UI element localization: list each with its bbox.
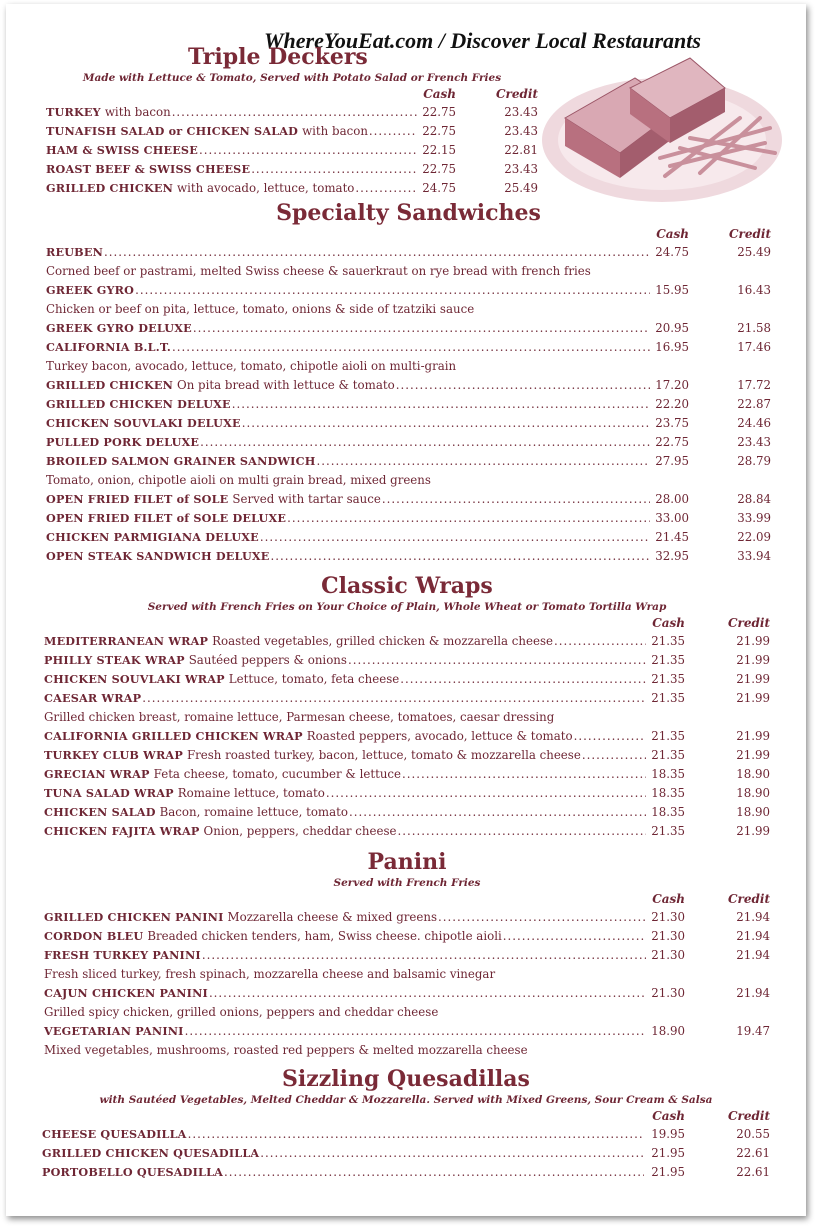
dot-leader <box>209 984 646 1003</box>
sandwich-fries-photo <box>540 48 785 208</box>
item-name: MEDITERRANEAN WRAP <box>44 634 209 648</box>
section-title: Specialty Sandwiches <box>276 200 541 226</box>
item-description: Breaded chicken tenders, ham, Swiss cheese. chipotle aioli <box>147 929 502 943</box>
menu-item[interactable] <box>44 984 770 1003</box>
section-subtitle: with Sautéed Vegetables, Melted Cheddar & Mozzarella. Served with Mixed Greens, Sour Cream & Salsa <box>99 1094 713 1106</box>
cash-price: 22.15 <box>422 143 456 157</box>
dot-leader <box>396 376 650 395</box>
credit-price: 21.94 <box>736 910 770 924</box>
credit-price: 20.55 <box>736 1127 770 1141</box>
item-name: GRILLED CHICKEN PANINI <box>44 910 224 924</box>
credit-price: 28.84 <box>737 492 771 506</box>
credit-price: 21.99 <box>736 729 770 743</box>
cash-price: 27.95 <box>655 454 689 468</box>
dot-leader <box>574 727 646 746</box>
credit-price: 23.43 <box>737 435 771 449</box>
item-note: Tomato, onion, chipotle aioli on multi grain bread, mixed greens <box>46 473 431 487</box>
item-description: Roasted peppers, avocado, lettuce & tomato <box>306 729 573 743</box>
dot-leader <box>135 281 650 300</box>
item-name: TURKEY <box>46 105 101 119</box>
credit-price: 16.43 <box>737 283 771 297</box>
item-name: VEGETARIAN PANINI <box>44 1024 184 1038</box>
item-description: On pita bread with lettuce & tomato <box>177 378 395 392</box>
menu-item[interactable] <box>44 651 770 670</box>
item-name: FRESH TURKEY PANINI <box>44 948 201 962</box>
item-name: CORDON BLEU <box>44 929 144 943</box>
cash-price: 21.35 <box>651 691 685 705</box>
menu-item[interactable] <box>46 414 771 433</box>
dot-leader <box>398 822 647 841</box>
item-name: CAJUN CHICKEN PANINI <box>44 986 208 1000</box>
menu-item[interactable] <box>44 1022 770 1041</box>
credit-header: Credit <box>729 227 771 241</box>
dot-leader <box>582 746 646 765</box>
menu-item[interactable] <box>44 632 770 651</box>
cash-price: 22.75 <box>422 124 456 138</box>
credit-header: Credit <box>728 892 770 906</box>
credit-price: 22.81 <box>504 143 538 157</box>
menu-item[interactable] <box>44 689 770 708</box>
menu-item[interactable] <box>44 803 770 822</box>
cash-price: 22.75 <box>422 162 456 176</box>
menu-item[interactable] <box>44 784 770 803</box>
section-title: Triple Deckers <box>188 44 368 70</box>
section-subtitle: Made with Lettuce & Tomato, Served with Potato Salad or French Fries <box>82 72 502 84</box>
section-subtitle: Served with French Fries <box>333 877 481 889</box>
item-description: Onion, peppers, cheddar cheese <box>203 824 397 838</box>
credit-price: 21.94 <box>736 986 770 1000</box>
item-description: with bacon <box>302 124 368 138</box>
cash-price: 28.00 <box>655 492 689 506</box>
section-title: Classic Wraps <box>321 573 493 599</box>
menu-item[interactable] <box>42 1144 770 1163</box>
menu-item[interactable] <box>44 727 770 746</box>
cash-price: 21.35 <box>651 824 685 838</box>
cash-price: 21.30 <box>651 986 685 1000</box>
item-note: Mixed vegetables, mushrooms, roasted red peppers & melted mozzarella cheese <box>44 1043 528 1057</box>
dot-leader <box>188 1125 644 1144</box>
dot-leader <box>369 122 417 141</box>
cash-price: 21.35 <box>651 672 685 686</box>
cash-price: 22.75 <box>422 105 456 119</box>
cash-header: Cash <box>423 87 456 101</box>
cash-price: 21.30 <box>651 948 685 962</box>
item-note: Fresh sliced turkey, fresh spinach, mozzarella cheese and balsamic vinegar <box>44 967 496 981</box>
dot-leader <box>142 689 646 708</box>
cash-price: 21.30 <box>651 929 685 943</box>
item-name: GREEK GYRO DELUXE <box>46 321 192 335</box>
price-column-header <box>46 226 771 243</box>
menu-item[interactable] <box>42 1125 770 1144</box>
item-note: Corned beef or pastrami, melted Swiss cheese & sauerkraut on rye bread with french fries <box>46 264 591 278</box>
menu-section-specialty-sandwiches <box>46 200 771 566</box>
dot-leader <box>400 670 646 689</box>
dot-leader <box>382 490 650 509</box>
item-name: CHICKEN SOUVLAKI DELUXE <box>46 416 241 430</box>
item-name: PHILLY STEAK WRAP <box>44 653 185 667</box>
item-description: Lettuce, tomato, feta cheese <box>228 672 400 686</box>
dot-leader <box>242 414 650 433</box>
item-name: OPEN FRIED FILET of SOLE DELUXE <box>46 511 287 525</box>
cash-header: Cash <box>652 616 685 630</box>
credit-price: 21.99 <box>736 748 770 762</box>
credit-price: 23.43 <box>504 162 538 176</box>
cash-price: 18.90 <box>651 1024 685 1038</box>
dot-leader <box>193 319 650 338</box>
menu-section-classic-wraps <box>44 573 770 841</box>
menu-item[interactable] <box>46 528 771 547</box>
menu-item[interactable] <box>44 946 770 965</box>
credit-price: 25.49 <box>504 181 538 195</box>
menu-item[interactable] <box>46 179 538 198</box>
menu-item[interactable] <box>46 395 771 414</box>
dot-leader <box>172 103 417 122</box>
credit-price: 22.87 <box>737 397 771 411</box>
cash-price: 33.00 <box>655 511 689 525</box>
item-name: GRILLED CHICKEN <box>46 181 174 195</box>
item-name: GRECIAN WRAP <box>44 767 150 781</box>
dot-leader <box>438 908 646 927</box>
cash-price: 15.95 <box>655 283 689 297</box>
cash-price: 21.95 <box>651 1146 685 1160</box>
credit-price: 21.99 <box>736 653 770 667</box>
item-name: PULLED PORK DELUXE <box>46 435 200 449</box>
cash-price: 16.95 <box>655 340 689 354</box>
item-name: GRILLED CHICKEN DELUXE <box>46 397 231 411</box>
cash-price: 23.75 <box>655 416 689 430</box>
cash-price: 17.20 <box>655 378 689 392</box>
credit-price: 21.99 <box>736 672 770 686</box>
item-note: Grilled chicken breast, romaine lettuce, Parmesan cheese, tomatoes, caesar dressing <box>44 710 555 724</box>
item-name: CALIFORNIA B.L.T. <box>46 340 171 354</box>
credit-price: 18.90 <box>736 786 770 800</box>
cash-header: Cash <box>652 1109 685 1123</box>
cash-price: 24.75 <box>422 181 456 195</box>
menu-item[interactable] <box>46 281 771 300</box>
credit-header: Credit <box>496 87 538 101</box>
price-column-header <box>46 86 538 103</box>
dot-leader <box>232 395 650 414</box>
item-description: with avocado, lettuce, tomato <box>177 181 355 195</box>
credit-price: 21.58 <box>737 321 771 335</box>
item-name: CALIFORNIA GRILLED CHICKEN WRAP <box>44 729 303 743</box>
credit-price: 17.46 <box>737 340 771 354</box>
menu-item[interactable] <box>44 746 770 765</box>
menu-item[interactable] <box>46 160 538 179</box>
credit-header: Credit <box>728 616 770 630</box>
section-subtitle: Served with French Fries on Your Choice of Plain, Whole Wheat or Tomato Tortilla Wrap <box>147 601 667 613</box>
dot-leader <box>402 765 646 784</box>
item-name: PORTOBELLO QUESADILLA <box>42 1165 224 1179</box>
credit-price: 21.99 <box>736 634 770 648</box>
credit-price: 19.47 <box>736 1024 770 1038</box>
item-name: TUNAFISH SALAD or CHICKEN SALAD <box>46 124 299 138</box>
credit-price: 18.90 <box>736 767 770 781</box>
cash-price: 21.30 <box>651 910 685 924</box>
credit-price: 17.72 <box>737 378 771 392</box>
menu-section-sizzling-quesadillas <box>42 1066 770 1182</box>
credit-price: 22.09 <box>737 530 771 544</box>
menu-item[interactable] <box>44 908 770 927</box>
menu-item[interactable] <box>46 433 771 452</box>
item-name: CHICKEN SALAD <box>44 805 156 819</box>
credit-price: 22.61 <box>736 1165 770 1179</box>
menu-item[interactable] <box>46 509 771 528</box>
item-name: CHICKEN PARMIGIANA DELUXE <box>46 530 259 544</box>
menu-item[interactable] <box>42 1163 770 1182</box>
price-column-header <box>44 615 770 632</box>
dot-leader <box>260 528 650 547</box>
menu-item[interactable] <box>44 927 770 946</box>
item-description: with bacon <box>104 105 171 119</box>
item-name: HAM & SWISS CHEESE <box>46 143 198 157</box>
dot-leader <box>202 946 646 965</box>
item-name: BROILED SALMON GRAINER SANDWICH <box>46 454 316 468</box>
credit-price: 21.94 <box>736 948 770 962</box>
credit-price: 21.99 <box>736 691 770 705</box>
dot-leader <box>200 433 650 452</box>
cash-price: 20.95 <box>655 321 689 335</box>
item-name: OPEN STEAK SANDWICH DELUXE <box>46 549 270 563</box>
price-column-header <box>44 891 770 908</box>
dot-leader <box>326 784 646 803</box>
item-name: CAESAR WRAP <box>44 691 142 705</box>
menu-item[interactable] <box>46 243 771 262</box>
menu-item[interactable] <box>44 765 770 784</box>
menu-item[interactable] <box>46 490 771 509</box>
credit-price: 18.90 <box>736 805 770 819</box>
price-column-header <box>42 1108 770 1125</box>
item-name: TUNA SALAD WRAP <box>44 786 174 800</box>
menu-section-panini <box>44 849 770 1060</box>
dot-leader <box>355 179 417 198</box>
item-name: TURKEY CLUB WRAP <box>44 748 183 762</box>
menu-item[interactable] <box>46 376 771 395</box>
credit-price: 21.99 <box>736 824 770 838</box>
menu-item[interactable] <box>46 103 538 122</box>
cash-price: 22.75 <box>655 435 689 449</box>
item-name: OPEN FRIED FILET of SOLE <box>46 492 229 506</box>
item-description: Bacon, romaine lettuce, tomato <box>159 805 348 819</box>
menu-item[interactable] <box>44 822 770 841</box>
credit-price: 23.43 <box>504 105 538 119</box>
dot-leader <box>271 547 650 566</box>
menu-item[interactable] <box>46 141 538 160</box>
dot-leader <box>287 509 650 528</box>
cash-header: Cash <box>652 892 685 906</box>
cash-price: 22.20 <box>655 397 689 411</box>
dot-leader <box>503 927 646 946</box>
cash-price: 21.45 <box>655 530 689 544</box>
menu-item[interactable] <box>46 452 771 471</box>
item-description: Sautéed peppers & onions <box>188 653 347 667</box>
site-banner: WhereYouEat.com / Discover Local Restaurants <box>264 28 701 53</box>
cash-price: 18.35 <box>651 767 685 781</box>
item-description: Roasted vegetables, grilled chicken & mozzarella cheese <box>212 634 554 648</box>
credit-price: 25.49 <box>737 245 771 259</box>
menu-item[interactable] <box>44 670 770 689</box>
dot-leader <box>349 803 646 822</box>
cash-price: 18.35 <box>651 786 685 800</box>
item-name: CHEESE QUESADILLA <box>42 1127 187 1141</box>
menu-item[interactable] <box>46 338 771 357</box>
dot-leader <box>251 160 417 179</box>
cash-price: 18.35 <box>651 805 685 819</box>
cash-header: Cash <box>656 227 689 241</box>
dot-leader <box>554 632 646 651</box>
credit-header: Credit <box>728 1109 770 1123</box>
cash-price: 21.35 <box>651 748 685 762</box>
item-description: Romaine lettuce, tomato <box>177 786 325 800</box>
menu-item[interactable] <box>46 547 771 566</box>
credit-price: 28.79 <box>737 454 771 468</box>
dot-leader <box>316 452 650 471</box>
item-name: CHICKEN SOUVLAKI WRAP <box>44 672 225 686</box>
item-description: Feta cheese, tomato, cucumber & lettuce <box>153 767 402 781</box>
dot-leader <box>104 243 650 262</box>
dot-leader <box>199 141 417 160</box>
item-note: Turkey bacon, avocado, lettuce, tomato, chipotle aioli on multi-grain <box>46 359 457 373</box>
credit-price: 24.46 <box>737 416 771 430</box>
dot-leader <box>185 1022 646 1041</box>
menu-item[interactable] <box>46 122 538 141</box>
cash-price: 21.35 <box>651 634 685 648</box>
dot-leader <box>260 1144 644 1163</box>
section-title: Panini <box>367 849 447 875</box>
dot-leader <box>348 651 646 670</box>
section-title: Sizzling Quesadillas <box>282 1066 530 1092</box>
item-description: Fresh roasted turkey, bacon, lettuce, tomato & mozzarella cheese <box>186 748 581 762</box>
credit-price: 33.99 <box>737 511 771 525</box>
cash-price: 21.35 <box>651 653 685 667</box>
cash-price: 24.75 <box>655 245 689 259</box>
dot-leader <box>172 338 650 357</box>
dot-leader <box>224 1163 644 1182</box>
credit-price: 33.94 <box>737 549 771 563</box>
credit-price: 23.43 <box>504 124 538 138</box>
item-note: Chicken or beef on pita, lettuce, tomato, onions & side of tzatziki sauce <box>46 302 475 316</box>
menu-section-triple-deckers <box>46 44 538 198</box>
item-name: GRILLED CHICKEN QUESADILLA <box>42 1146 260 1160</box>
cash-price: 32.95 <box>655 549 689 563</box>
cash-price: 21.95 <box>651 1165 685 1179</box>
credit-price: 22.61 <box>736 1146 770 1160</box>
item-description: Served with tartar sauce <box>232 492 381 506</box>
menu-item[interactable] <box>46 319 771 338</box>
credit-price: 21.94 <box>736 929 770 943</box>
item-name: GREEK GYRO <box>46 283 135 297</box>
cash-price: 19.95 <box>651 1127 685 1141</box>
item-description: Mozzarella cheese & mixed greens <box>227 910 438 924</box>
item-name: ROAST BEEF & SWISS CHEESE <box>46 162 251 176</box>
item-name: REUBEN <box>46 245 103 259</box>
item-name: CHICKEN FAJITA WRAP <box>44 824 200 838</box>
cash-price: 21.35 <box>651 729 685 743</box>
item-note: Grilled spicy chicken, grilled onions, peppers and cheddar cheese <box>44 1005 439 1019</box>
item-name: GRILLED CHICKEN <box>46 378 174 392</box>
